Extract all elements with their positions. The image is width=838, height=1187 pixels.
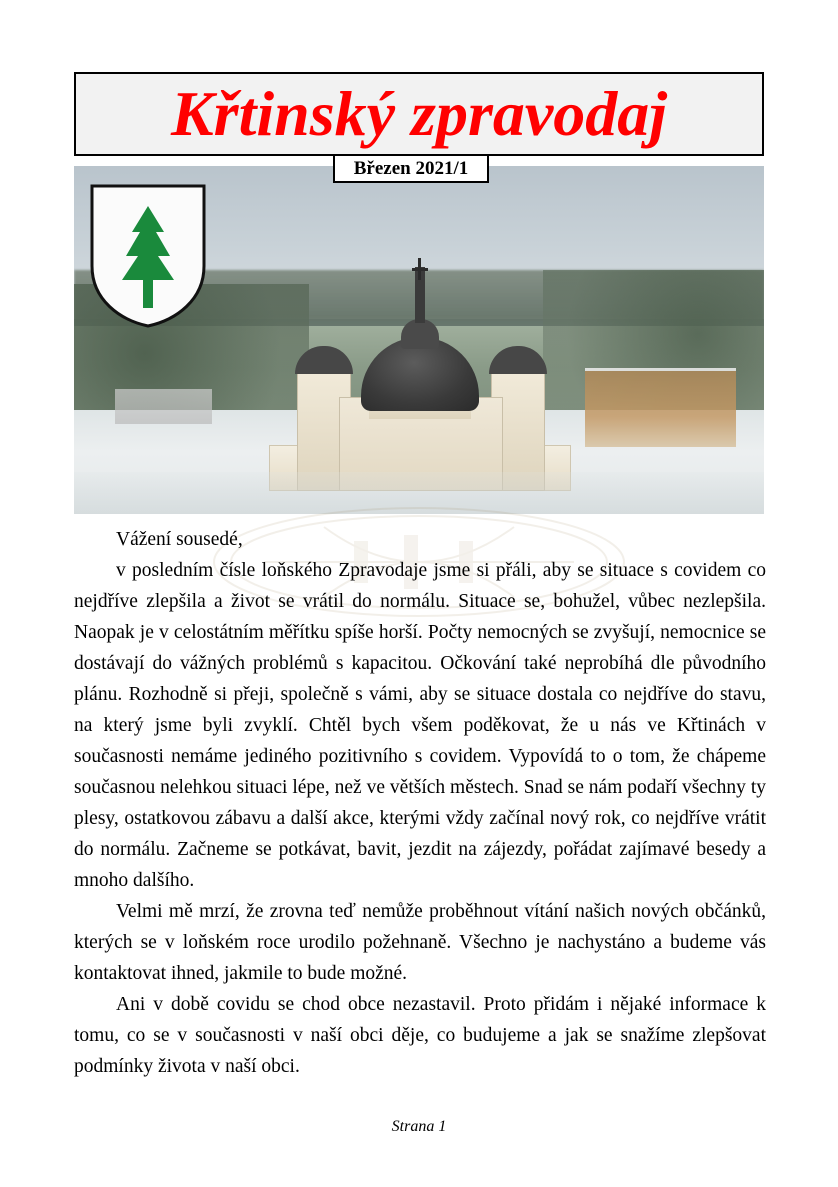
church-cross-icon <box>412 268 428 271</box>
issue-date-badge <box>333 154 489 183</box>
church-lantern <box>401 319 439 349</box>
newsletter-title: Křtinský zpravodaj <box>170 78 668 149</box>
masthead-banner <box>74 72 764 156</box>
photo-village-right <box>585 368 737 448</box>
photo-foreground <box>74 472 764 514</box>
page-footer <box>0 1118 838 1136</box>
article-paragraph: Ani v době covidu se chod obce nezastavil. Proto přidám i nějaké informace k tomu, co se v současnosti v naší obci děje, co budujeme a jak se snažíme zlepšovat podmínky života v naší obci. <box>74 994 766 1077</box>
article-paragraph: v posledním čísle loňského Zpravodaje jsme si přáli, aby se situace s covidem co nejdříve zlepšila a život se vrátil do normálu. Situace se, bohužel, vůbec nezlepšila. Naopak je v celostátním měřítku spíše horší. Počty nemocných se zvyšují, nemocnice se dostávají do vážných problémů s kapacitou. Očkování také neprobíhá dle původního plánu. Rozhodně si přeji, společně s vámi, aby se situace dostala co nejdříve do stavu, na který jsme byli zvyklí. Chtěl bych všem poděkovat, že u nás ve Křtinách v současnosti nemáme jediného pozitivního s covidem. Vypovídá to o tom, že chápeme současnou nelehkou situaci lépe, než ve větších městech. Snad se nám podaří všechny ty plesy, ostatkovou zábavu a další akce, kterými vždy začínal nový rok, co nejdříve vrátit do normálu. Začneme se potkávat, bavit, jezdit na zájezdy, pořádat zajímavé besedy a mnoho dalšího. <box>74 560 766 891</box>
church-tower-left-cap <box>295 346 353 374</box>
page-number-label: Strana 1 <box>391 1118 447 1135</box>
article-paragraph: Velmi mě mrzí, že zrovna teď nemůže proběhnout vítání našich nových občánků, kterých se v loňském roce urodilo požehnaně. Všechno je nachystáno a budeme vás kontaktovat ihned, jakmile to bude možné. <box>74 901 766 984</box>
photo-village-left <box>115 389 212 424</box>
photo-church <box>269 236 569 491</box>
coat-of-arms <box>88 182 208 330</box>
article-paragraph: Vážení sousedé, <box>116 529 243 550</box>
issue-date-label: Březen 2021/1 <box>353 158 469 179</box>
article-body <box>74 524 766 1082</box>
church-tower-right-cap <box>489 346 547 374</box>
